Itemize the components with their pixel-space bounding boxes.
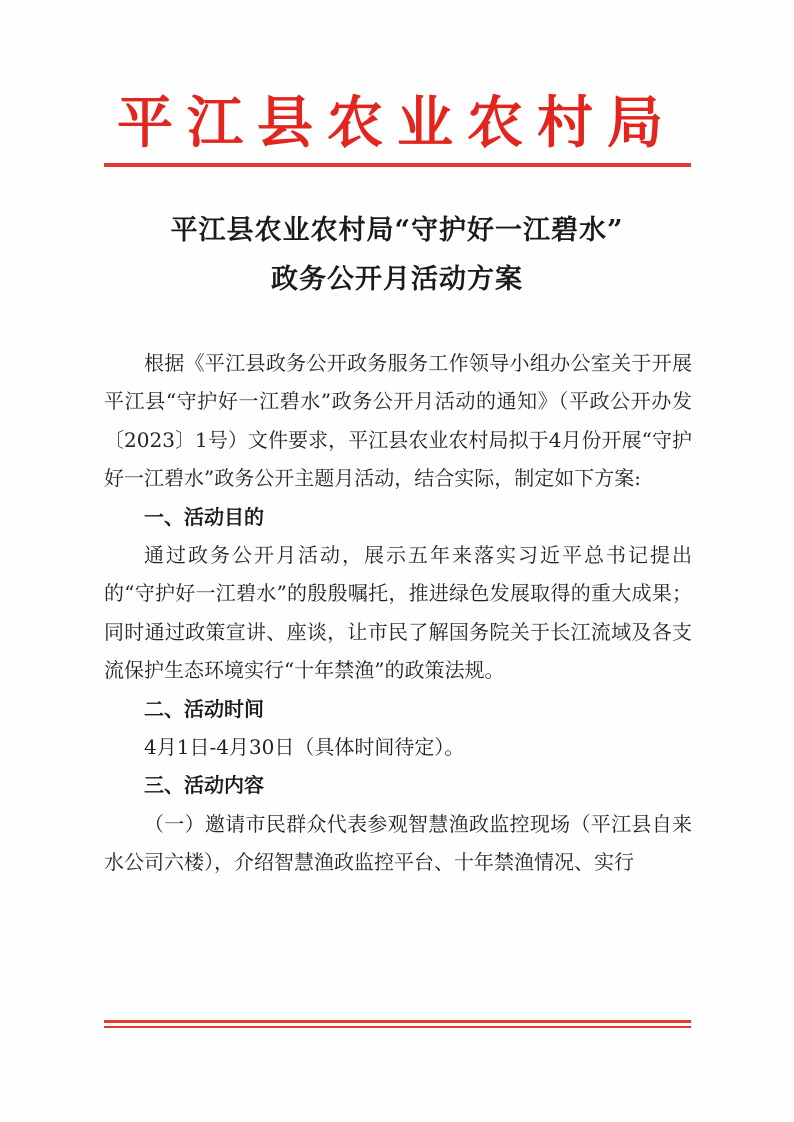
- section1-heading: 一、活动目的: [144, 504, 264, 529]
- document-title-line2: 政务公开月活动方案: [271, 264, 523, 295]
- letterhead-red-rule: [104, 163, 691, 167]
- section3-heading: 三、活动内容: [144, 773, 264, 798]
- section1-paragraph: 通过政务公开月活动，展示五年来落实习近平总书记提出的“守护好一江碧水”的殷殷嘱托，推进绿色发展取得的重大成果；同时通过政策宣讲、座谈，让市民了解国务院关于长江流域及各支流保护生态环境实行“十年禁渔”的政策法规。: [104, 543, 692, 683]
- intro-paragraph: 根据《平江县政务公开政务服务工作领导小组办公室关于开展平江县“守护好一江碧水”政务公开月活动的通知》（平政公开办发〔2023〕1号）文件要求，平江县农业农村局拟于4月份开展“守护好一江碧水”政务公开主题月活动，结合实际，制定如下方案:: [104, 351, 692, 491]
- document-body: [104, 344, 692, 882]
- section2-paragraph: 4月1日-4月30日（具体时间待定）。: [144, 735, 465, 760]
- section2-heading: 二、活动时间: [144, 696, 264, 721]
- section3-paragraph: （一）邀请市民群众代表参观智慧渔政监控现场（平江县自来水公司六楼），介绍智慧渔政监控平台、十年禁渔情况、实行: [104, 811, 692, 875]
- footer-red-rule: [104, 1020, 691, 1023]
- document-title-line1: 平江县农业农村局“守护好一江碧水”: [170, 215, 624, 246]
- letterhead-org-name: 平江县农业农村局: [117, 90, 677, 156]
- footer-red-rule-thin: [104, 1026, 691, 1028]
